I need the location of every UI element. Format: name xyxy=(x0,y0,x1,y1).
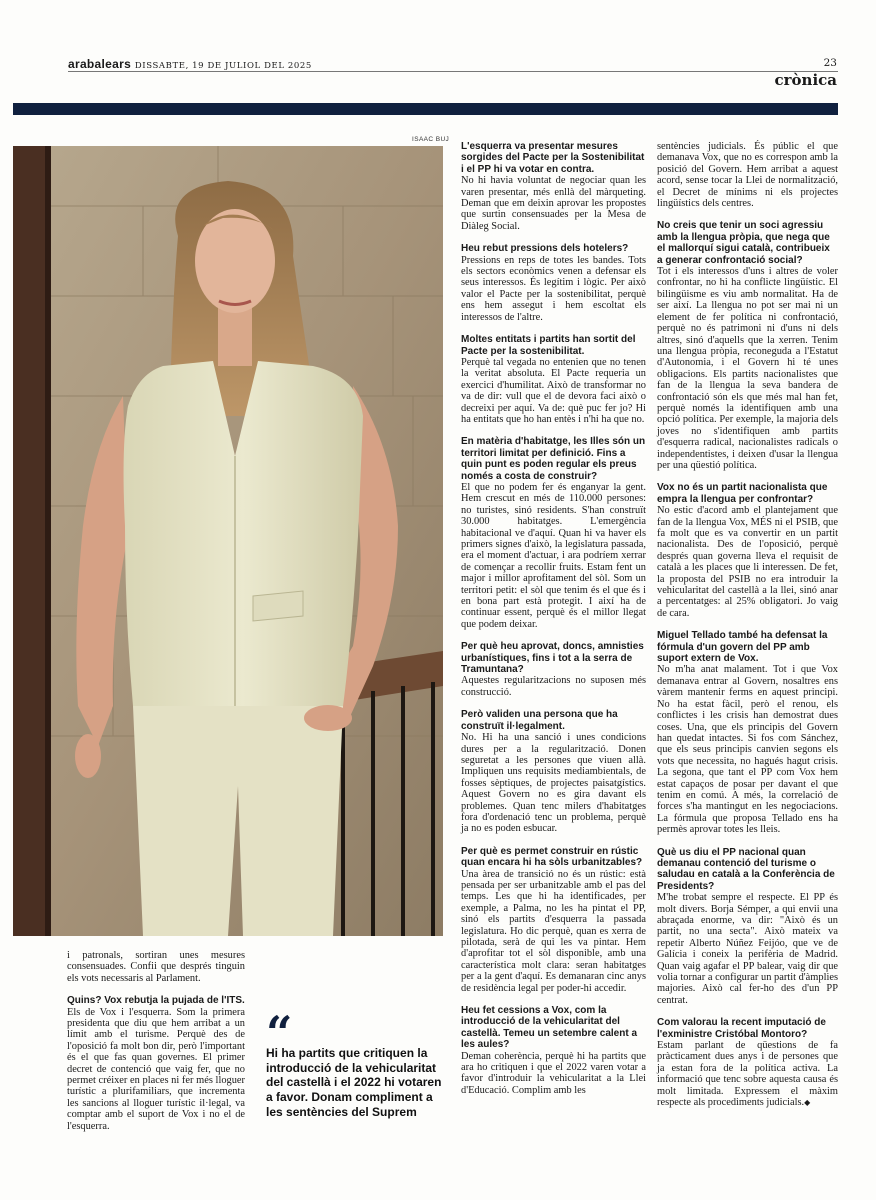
answer: Una àrea de transició no és un rústic: està pensada per ser urbanitzable amb el pas del temps. Les que hi ha identificades, per exemple, a Palma, no les ha pintat el PP, sinó els partits d'esquerra la passada legislatura. Ho dic perquè, quan es xerra de pilotada, serà de qui les va pintar. Hem d'aprofitar tot el sòl disponible, amb una característica molt clara: seran habitatges per a la gent d'aquí. Es demanaran cinc anys de residència legal per poder-hi accedir. xyxy=(461,868,646,994)
question: En matèria d'habitatge, les Illes són un territori limitat per definició. Fins a quin punt es poden regular els preus només a costa de construir? xyxy=(461,436,646,482)
answer-last xyxy=(657,1040,838,1108)
answer: Pressions en reps de totes les bandes. Tots els sectors econòmics venen a defensar els seus interessos. És legítim i lògic. Per això valor el Pacte per la sostenibilitat, perquè ens hem assegut i hem escoltat els interessos de l'altre. xyxy=(461,254,646,323)
question: Quins? Vox rebutja la pujada de l'ITS. xyxy=(67,995,245,1007)
question: L'esquerra va presentar mesures sorgides del Pacte per la Sostenibilitat i el PP hi va votar en contra. xyxy=(461,141,645,175)
end-mark-icon: ◆ xyxy=(804,1098,811,1108)
question: Miguel Tellado també ha defensat la fórmula d'un govern del PP amb suport extern de Vox. xyxy=(657,630,828,665)
section-bar xyxy=(13,103,838,115)
column-2 xyxy=(461,141,646,1096)
answer: Perquè tal vegada no entenien que no tenen la veritat absoluta. El Pacte requeria un exercici d'humilitat. Això de transformar no va de dir: vull que el de devora faci això o decreixi per aquí. Va de: què puc fer jo? Hi ha entitats que ho han entès i n'hi ha que no. xyxy=(461,356,646,425)
question: Com valorau la recent imputació de l'exministre Cristóbal Montoro? xyxy=(657,1017,826,1040)
question: Per què heu aprovat, doncs, amnisties urbanístiques, fins i tot a la serra de Tramuntana? xyxy=(461,641,644,676)
answer: No estic d'acord amb el plantejament que fan de la llengua Vox, MÉS ni el PSIB, que fa molt que es va convertir en un partit nacionalista. Des de l'oposició, perquè després quan governa lleva el requisit de català a les places que li interessen. De fet, la proposta del PSIB no era introduir la vehicularitat del castellà a la llei, sinó anar a percentatges: al 25% obligatori. Jo vaig de cara. xyxy=(657,505,838,619)
photo-credit: ISAAC BUJ xyxy=(412,136,450,143)
answer: No. Hi ha una sanció i unes condicions dures per a la regularització. Donen seguretat a les persones que viuen allà. Impliquen uns requisits mediambientals, de fosses sèptiques, de projectes paisatgístics. Aquest Govern no es gira davant els problemes. Quan tenc milers d'habitatges fora d'ordenació tenc un problema, perquè ja no es poden esbucar. xyxy=(461,732,646,835)
masthead xyxy=(68,57,312,71)
answer: Deman coherència, perquè hi ha partits que ara ho critiquen i que el 2022 varen votar a favor d'introduir la vehicularitat a la Llei d'Educació. Complim amb les xyxy=(461,1050,646,1096)
column-1 xyxy=(67,950,245,1132)
column-1-intro: i patronals, sortiran unes mesures consensuades. Confii que després tinguin els vots necessaris al Parlament. xyxy=(67,950,245,984)
newspaper-brand: arabalears xyxy=(68,57,132,71)
answer: M'he trobat sempre el respecte. El PP és molt divers. Borja Sémper, a qui envii una abraçada enorme, va dir: "Això és un partit, no una secta". Això mateix va repetir Alberto Núñez Feijóo, que ve de Galícia i coneix la perifèria de Madrid. Quan vaig agafar el PP balear, vaig dir que volia tornar a configurar un partit d'àmplies majories. Això cal fer-ho des d'un PP centrat. xyxy=(657,892,838,1006)
question: Heu rebut pressions dels hotelers? xyxy=(461,243,629,255)
portrait-photo xyxy=(13,146,443,936)
answer: Els de Vox i l'esquerra. Som la primera presidenta que diu que hem arribat a un límit amb el turisme. Perquè des de l'oposició fa molt bon dir, però l'important és el que fas quan governes. El primer decret de contenció que vaig fer, que no permet créixer en places ni fer més lloguer turístic a plurifamiliars, que incrementa les sancions al lloguer turístic il·legal, va comptar amb el suport de Vox i no el de l'esquerra. xyxy=(67,1006,245,1132)
question: Què us diu el PP nacional quan demanau contenció del turisme o saludau en català a la Conferència de Presidents? xyxy=(657,846,835,892)
answer: No hi havia voluntat de negociar quan les varen presentar, més enllà del màrqueting. Deman que em deixin aprovar les propostes que surtin consensuades per la Mesa de Diàleg Social. xyxy=(461,175,646,232)
question: Moltes entitats i partits han sortit del Pacte per la sostenibilitat. xyxy=(461,334,636,357)
page-number: 23 xyxy=(823,57,837,69)
question: Heu fet cessions a Vox, com la introducció de la vehicularitat del castellà. Temeu un setembre calent a les aules? xyxy=(461,1005,638,1051)
question: Però validen una persona que ha construït il·legalment. xyxy=(461,709,618,732)
section-name: crònica xyxy=(774,71,837,89)
column-3-intro: sentències judicials. És públic el que demanava Vox, que no es correspon amb la posició del Govern. Hem arribat a aquest acord, sense tocar la Llei de normalització, el Decret de mínims ni els projectes lingüístics dels centres. xyxy=(657,141,838,210)
answer: Tot i els interessos d'uns i altres de voler confrontar, no hi ha conflicte lingüístic. El bilingüisme es viu amb normalitat. Ha de ser així. La llengua no pot ser mai ni un element de fer política ni confrontació, perquè no és patrimoni ni d'uns ni dels altres, sinó d'aquells que la xerren. Tenim una llengua pròpia, reconeguda a l'Estatut d'Autonomia, i el Govern hi té unes obligacions. Els partits nacionalistes que fan de la llengua la seva bandera de confrontació són els que més mal han fet, perquè només la identifiquen amb una opció política. Per exemple, la majoria dels joves no s'identifiquen amb partits d'esquerra radical, nacionalistes radicals o independentistes, i deixen d'usar la llengua per una qüestió política. xyxy=(657,266,838,471)
question: No creis que tenir un soci agressiu amb la llengua pròpia, que nega que el mallorquí sigui català, contribueix a generar confrontació social? xyxy=(657,220,830,266)
pull-quote: Hi ha partits que critiquen la introducció de la vehicularitat del castellà i el 2022 hi votaren a favor. Donam compliment a les sentències del Suprem xyxy=(266,1046,442,1119)
answer: El que no podem fer és enganyar la gent. Hem crescut en més de 110.000 persones: no turistes, sinó residents. S'han construït 30.000 habitatges. L'emergència habitacional ve d'aquí. Quan hi va haver els primers signes d'això, la legislatura passada, era el moment d'actuar, i ara podríem xerrar de començar a recollir fruits. Estam fent un major i millor aprofitament del sòl. Som un territori petit: el sòl que tenim és el que és i en bona part està protegit. I així ha de continuar essent, perquè és el millor llegat que podem deixar. xyxy=(461,481,646,630)
portrait-illustration xyxy=(13,146,443,936)
answer: Estam parlant de qüestions de fa pràcticament dues anys i de persones que ja estan fora de la política activa. La informació que tenc sobre aquesta causa és molt limitada. Expressem el màxim respecte als procediments judicials. xyxy=(657,1040,838,1109)
answer: No m'ha anat malament. Tot i que Vox demanava entrar al Govern, nosaltres ens vàrem mantenir ferms en aquest principi. No ha estat fàcil, però el renou, els conflictes i les crisis han demostrat dues coses. Una, que els principis del Govern han quedat intactes. Si fos com Sánchez, que els seus principis canvien segons els vots que necessita, no hagués hagut crisis. La segona, que tant el PP com Vox hem estat capaços de posar per davant el que tenim en comú. A més, la correlació de forces s'ha mantingut en les negociacions. La fórmula que proposa Tellado ens ha permès aprovar totes les lleis. xyxy=(657,664,838,836)
header-rule xyxy=(68,71,838,72)
question: Vox no és un partit nacionalista que empra la llengua per confrontar? xyxy=(657,482,828,505)
column-3 xyxy=(657,141,838,1109)
quote-mark-icon: “ xyxy=(266,1006,293,1060)
issue-date: DISSABTE, 19 DE JULIOL DEL 2025 xyxy=(134,61,312,71)
answer: Aquestes regularitzacions no suposen més construcció. xyxy=(461,675,646,698)
question: Per què es permet construir en rústic quan encara hi ha sòls urbanitzables? xyxy=(461,845,643,869)
